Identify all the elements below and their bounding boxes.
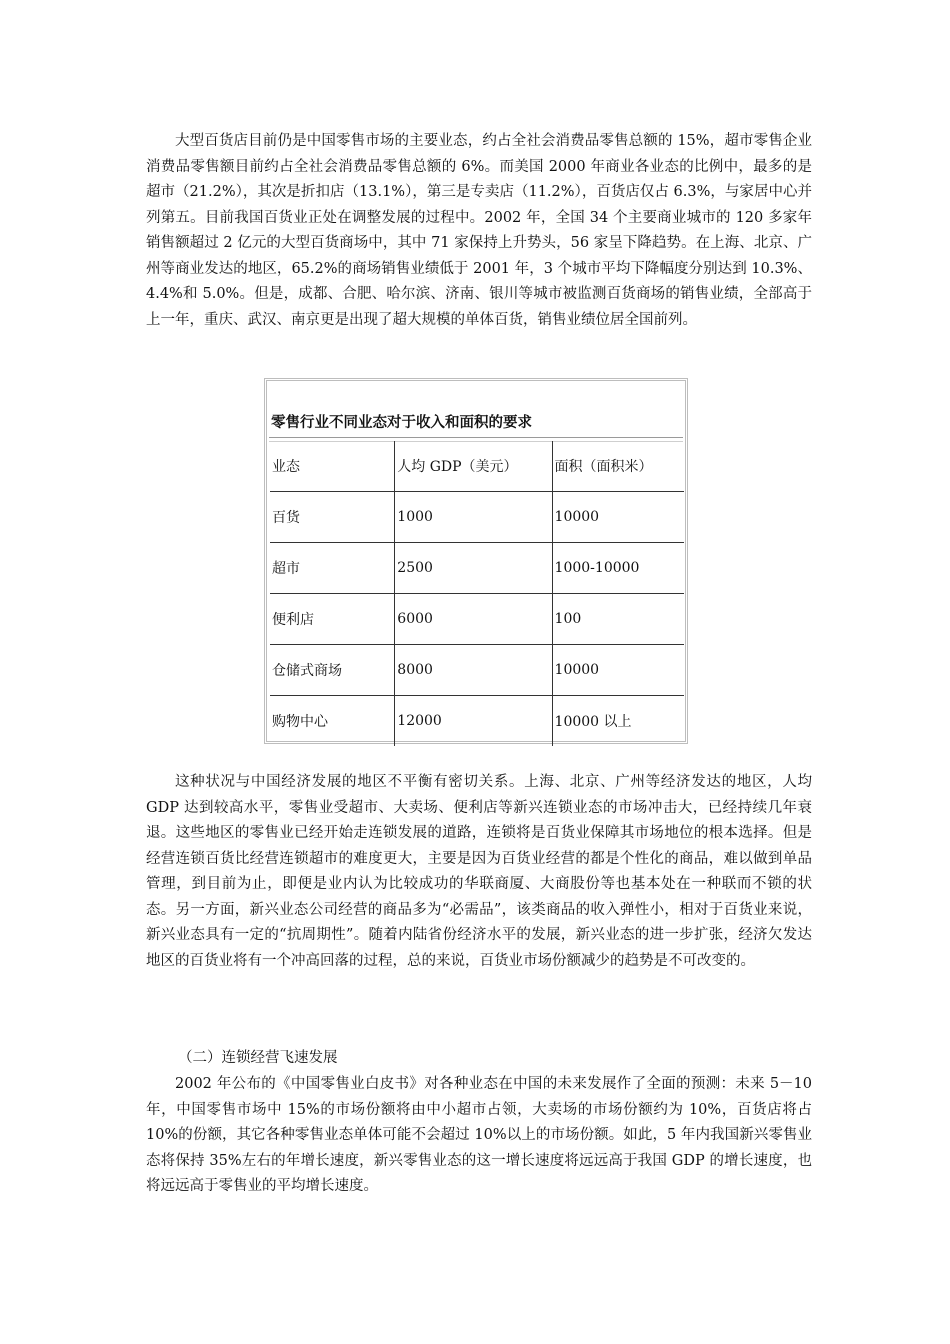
cell-gdp: 12000 bbox=[395, 696, 552, 747]
paragraph-department-store-share: 大型百货店目前仍是中国零售市场的主要业态，约占全社会消费品零售总额的 15%，超市零售企业消费品零售额目前约占全社会消费品零售总额的 6%。而美国 2000 年商业各业态的比例中，最多的是超市（21.2%），其次是折扣店（13.1%），第三是专卖店（11.2%），百货店仅占 6.3%，与家居中心并列第五。目前我国百货业正处在调整发展的过程中。2002 年，全国 34 个主要商业城市的 120 多家年销售额超过 2 亿元的大型百货商场中，其中 71 家保持上升势头，56 家呈下降趋势。在上海、北京、广州等商业发达的地区，65.2%的商场销售业绩低于 2001 年，3 个城市平均下降幅度分别达到 10.3%、4.4%和 5.0%。但是，成都、合肥、哈尔滨、济南、银川等城市被监测百货商场的销售业绩，全部高于上一年，重庆、武汉、南京更是出现了超大规模的单体百货，销售业绩位居全国前列。 bbox=[146, 133, 812, 328]
cell-gdp: 8000 bbox=[395, 645, 552, 696]
paragraph-regional-imbalance: 这种状况与中国经济发展的地区不平衡有密切关系。上海、北京、广州等经济发达的地区，人均 GDP 达到较高水平，零售业受超市、大卖场、便利店等新兴连锁业态的市场冲击大，已经持续几年衰退。这些地区的零售业已经开始走连锁发展的道路，连锁将是百货业保障其市场地位的根本选择。但是经营连锁百货比经营连锁超市的难度更大，主要是因为百货业经营的都是个性化的商品，难以做到单品管理，到目前为止，即便是业内认为比较成功的华联商厦、大商股份等也基本处在一种联而不锁的状态。另一方面，新兴业态公司经营的商品多为“必需品”，该类商品的收入弹性小，相对于百货业来说，新兴业态具有一定的“抗周期性”。随着内陆省份经济水平的发展，新兴业态的进一步扩张，经济欠发达地区的百货业将有一个冲高回落的过程，总的来说，百货业市场份额减少的趋势是不可改变的。 bbox=[146, 774, 812, 969]
cell-gdp: 6000 bbox=[395, 594, 552, 645]
cell-format: 仓储式商场 bbox=[270, 645, 395, 696]
table-row bbox=[270, 645, 684, 696]
paragraph-white-paper-forecast: 2002 年公布的《中国零售业白皮书》对各种业态在中国的未来发展作了全面的预测：未来 5－10 年，中国零售市场中 15%的市场份额将由中小超市占领，大卖场的市场份额约为 10%，百货店将占 10%的份额，其它各种零售业态单体可能不会超过 10%以上的市场份额。如此，5 年内我国新兴零售业态将保持 35%左右的年增长速度，新兴零售业态的这一增长速度将远远高于我国 GDP 的增长速度，也将远远高于零售业的平均增长速度。 bbox=[146, 1076, 812, 1194]
cell-format: 便利店 bbox=[270, 594, 395, 645]
table-row bbox=[270, 696, 684, 747]
header-area: 面积（面积米） bbox=[552, 441, 684, 492]
cell-format: 百货 bbox=[270, 492, 395, 543]
cell-gdp: 1000 bbox=[395, 492, 552, 543]
cell-area: 10000 bbox=[552, 645, 684, 696]
header-gdp: 人均 GDP（美元） bbox=[395, 441, 552, 492]
requirements-grid bbox=[270, 441, 684, 746]
cell-area: 100 bbox=[552, 594, 684, 645]
table-row bbox=[270, 543, 684, 594]
cell-area: 10000 以上 bbox=[554, 714, 632, 730]
cell-format: 购物中心 bbox=[270, 696, 395, 747]
table-row bbox=[270, 594, 684, 645]
cell-area: 1000-10000 bbox=[552, 543, 684, 594]
table-title: 零售行业不同业态对于收入和面积的要求 bbox=[271, 415, 532, 431]
cell-area: 10000 bbox=[552, 492, 684, 543]
section-heading-chain-operations: （二）连锁经营飞速发展 bbox=[178, 1050, 338, 1066]
table-header-row bbox=[270, 441, 684, 492]
cell-gdp: 2500 bbox=[395, 543, 552, 594]
table-row bbox=[270, 492, 684, 543]
header-format: 业态 bbox=[270, 441, 395, 492]
retail-format-requirements-table bbox=[264, 378, 688, 744]
cell-format: 超市 bbox=[270, 543, 395, 594]
